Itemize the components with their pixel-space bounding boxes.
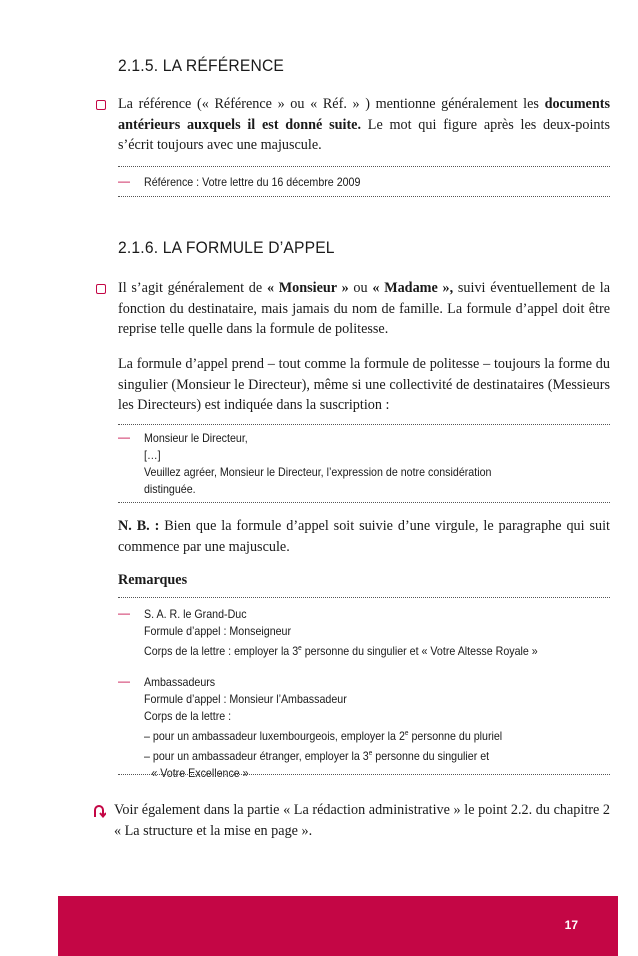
reference-paragraph <box>118 94 610 156</box>
remark-line: Corps de la lettre : <box>144 710 232 723</box>
dotted-divider <box>118 597 610 598</box>
paragraph-bold-text: « Monsieur » <box>266 280 349 296</box>
see-also-paragraph: Voir également dans la partie « La rédaction administrative » le point 2.2. du chapitre 2 « La structure et la mise en page ». <box>114 802 610 839</box>
remark-line: Formule d’appel : Monseigneur <box>144 625 292 638</box>
paragraph-text: Bien que la formule d’appel soit suivie d’une virgule, le paragraphe qui suit commence par une majuscule. <box>118 518 610 555</box>
paragraph-text: ou <box>348 280 373 296</box>
paragraph-text: suivi éventuellement de la fonction du destinataire, mais jamais du nom de famille. La formule d’appel doit être reprise telle quelle dans la formule de politesse. <box>118 280 610 337</box>
remark-line <box>144 640 576 660</box>
dotted-divider <box>118 166 610 167</box>
remark-text: – pour un ambassadeur luxembourgeois, employer la 2 <box>144 730 405 743</box>
example-line: Monsieur le Directeur, <box>144 432 248 445</box>
footer-band <box>58 896 618 956</box>
example-line: […] <box>144 449 161 462</box>
see-also-arrow-icon <box>92 804 106 818</box>
nb-paragraph <box>118 516 610 557</box>
remark-grand-duc <box>144 606 576 660</box>
remark-ambassadeurs <box>144 674 576 782</box>
remark-line: « Votre Excellence » <box>151 767 249 780</box>
dotted-divider <box>118 196 610 197</box>
example-line: Veuillez agréer, Monsieur le Directeur, l’expression de notre considération <box>144 466 492 479</box>
square-bullet-icon <box>96 284 106 294</box>
formule-appel-paragraph <box>118 278 610 340</box>
example-dash-icon: — <box>118 606 130 620</box>
nb-label: N. B. : <box>118 518 160 534</box>
remark-line <box>144 725 576 745</box>
remark-line: S. A. R. le Grand-Duc <box>144 608 247 621</box>
remark-line: Ambassadeurs <box>144 676 216 689</box>
superscript: e <box>404 730 409 737</box>
paragraph-text: La référence (« Référence » ou « Réf. » ) mentionne généralement les <box>118 96 545 112</box>
remark-text: Corps de la lettre : employer la 3 <box>144 645 299 658</box>
singular-form-paragraph: La formule d’appel prend – tout comme la formule de politesse – toujours la forme du singulier (Monsieur le Directeur), même si une collectivité de destinataires (Messieurs les Directeurs) est indiquée dans la suscription : <box>118 356 610 413</box>
reference-example: Référence : Votre lettre du 16 décembre 2009 <box>144 176 361 189</box>
example-dash-icon: — <box>118 674 130 688</box>
remark-text: personne du singulier et « Votre Altesse Royale » <box>301 645 538 658</box>
remark-text: personne du singulier et <box>372 750 490 763</box>
paragraph-bold-text: « Madame », <box>372 280 454 296</box>
superscript: e <box>368 750 373 757</box>
example-line: distinguée. <box>144 483 196 496</box>
superscript: e <box>298 645 302 652</box>
paragraph-text: Le mot qui figure après les deux-points s’écrit toujours avec une majuscule. <box>118 116 610 153</box>
formule-appel-example <box>144 430 576 498</box>
remark-line <box>144 745 576 765</box>
remark-line: Formule d’appel : Monsieur l’Ambassadeur <box>144 693 347 706</box>
paragraph-text: Il s’agit généralement de <box>118 280 267 296</box>
paragraph-bold-text: documents antérieurs auxquels il est donné suite. <box>118 96 610 133</box>
dotted-divider <box>118 502 610 503</box>
example-dash-icon: — <box>118 430 130 444</box>
remark-text: – pour un ambassadeur étranger, employer la 3 <box>144 750 369 763</box>
remarques-heading: Remarques <box>118 572 188 588</box>
square-bullet-icon <box>96 100 106 110</box>
page-number: 17 <box>564 918 578 932</box>
dotted-divider <box>118 424 610 425</box>
example-dash-icon: — <box>118 174 130 188</box>
section-heading-formule-appel: 2.1.6. LA FORMULE D’APPEL <box>118 238 335 257</box>
remark-text: personne du pluriel <box>408 730 503 743</box>
section-heading-reference: 2.1.5. LA RÉFÉRENCE <box>118 56 285 75</box>
dotted-divider <box>118 774 610 775</box>
